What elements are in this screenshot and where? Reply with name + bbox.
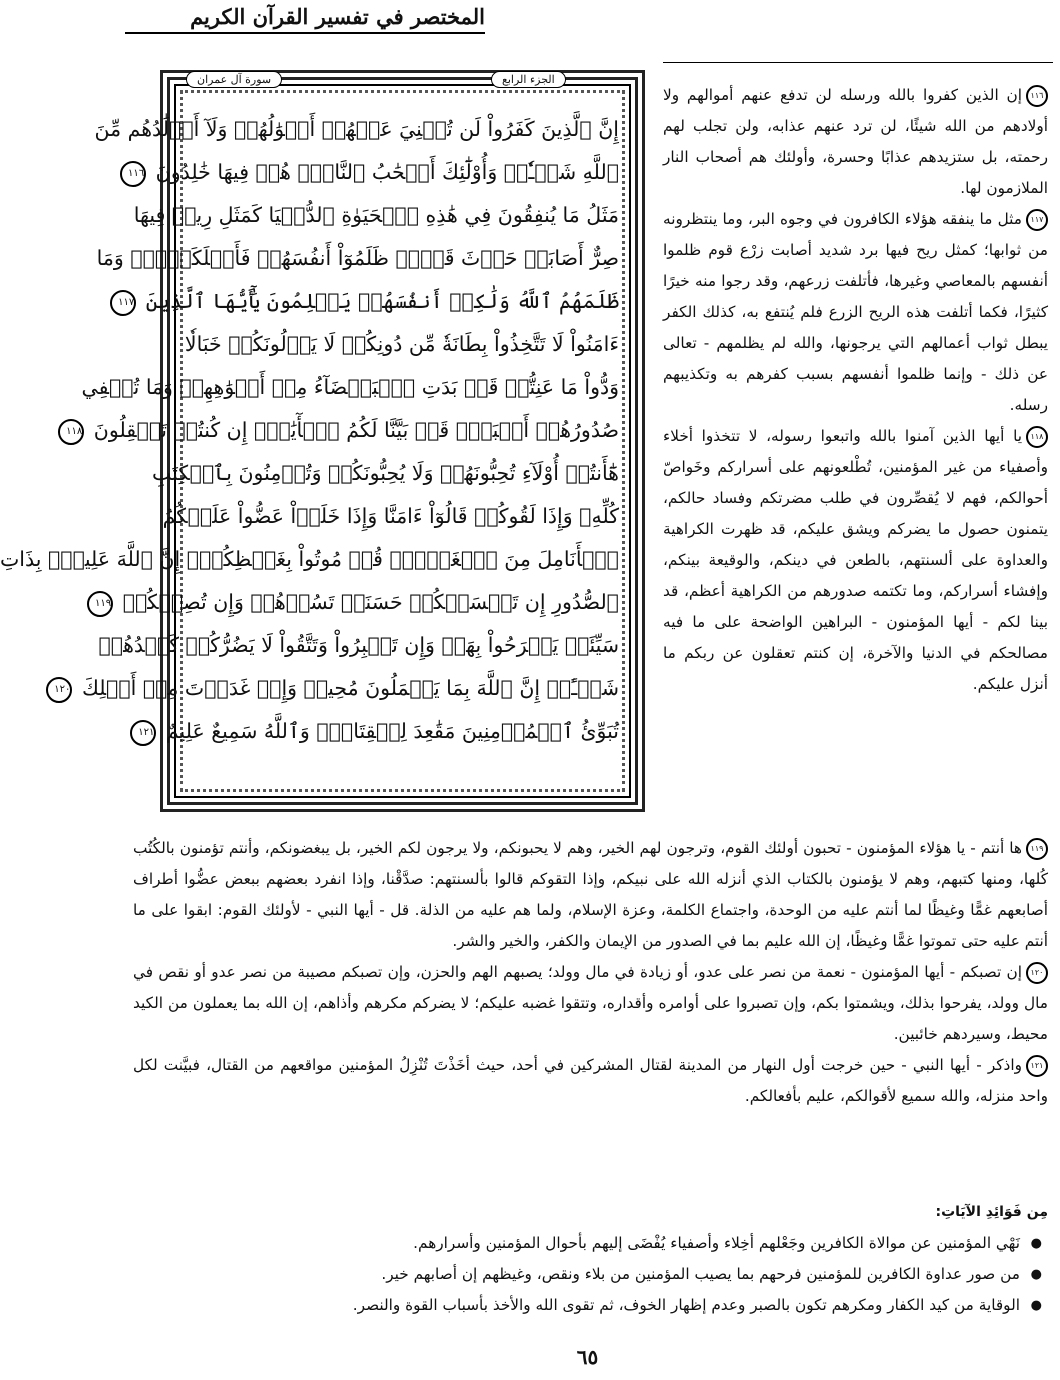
juz-label: الجزء الرابع: [491, 71, 566, 88]
quran-line: شَيۡـًٔاۗ إِنَّ ٱللَّهَ بِمَا يَعۡمَلُونَ مُحِيطٞ وَإِذۡ غَدَوۡتَ مِنۡ أَهۡلِكَ ١٢٠: [186, 667, 619, 710]
quran-line: سَيِّئَةٞ يَفۡرَحُواْ بِهَاۖ وَإِن تَصۡبِرُواْ وَتَتَّقُواْ لَا يَضُرُّكُمۡ كَيۡدُهُمۡ: [98, 633, 619, 657]
quran-frame: [0, 70, 645, 812]
tafsir-paragraph: ١١٦إن الذين كفروا بالله ورسله لن تدفع عنهم أموالهم ولا أولادهم من الله شيئًا، لن ترد عنهم عذابه، ولن تجلب لهم رحمته، بل ستزيدهم عذابًا وحسرة، وأولئك هم أصحاب النار الملازمون لها.: [663, 86, 1048, 197]
quran-line: ٱلۡأَنَامِلَ مِنَ ٱلۡغَيۡظِۚ قُلۡ مُوتُواْ بِغَيۡظِكُمۡۗ إِنَّ ٱللَّهَ عَلِيمُۢ بِذَاتِ: [0, 547, 619, 571]
quran-line: ٱللَّهِ شَيۡـٔٗاۖ وَأُوْلَٰٓئِكَ أَصۡحَٰبُ ٱلنَّارِۖ هُمۡ فِيهَا خَٰلِدُونَ ١١٦: [186, 151, 619, 194]
header-divider: [663, 62, 1053, 63]
quran-line: كُلِّهِۦ وَإِذَا لَقُوكُمۡ قَالُوٓاْ ءَامَنَّا وَإِذَا خَلَوۡاْ عَضُّواْ عَلَيۡكُمُ: [162, 504, 619, 528]
benefits-list: [133, 1228, 1048, 1321]
surah-label: سورة آل عمران: [186, 71, 282, 88]
ayah-number-marker: ١٢١: [130, 720, 156, 746]
quran-line: صُدُورُهُمۡ أَكۡبَرُۚ قَدۡ بَيَّنَّا لَكُمُ ٱلۡأٓيَٰتِۖ إِن كُنتُمۡ تَعۡقِلُونَ ١١٨: [186, 409, 619, 452]
quran-frame-inner: [0, 73, 631, 798]
verse-number-icon: ١٢٠: [1026, 962, 1048, 984]
quran-line: مَثَلُ مَا يُنفِقُونَ فِي هَٰذِهِ ٱلۡحَيَوٰةِ ٱلدُّنۡيَا كَمَثَلِ رِيحٖ فِيهَا: [133, 203, 619, 227]
benefit-item: ● من صور عداوة الكافرين للمؤمنين فرحهم بما يصيب المؤمنين من بلاء ونقص، وغيظهم إن أصابهم خير.: [133, 1259, 1020, 1290]
quran-line: ٱلصُّدُورِ إِن تَمۡسَسۡكُمۡ حَسَنَةٞ تَسُؤۡهُمۡ وَإِن تُصِبۡكُمۡ ١١٩: [186, 581, 619, 624]
quran-line: صِرٌّ أَصَابَتۡ حَرۡثَ قَوۡمٖ ظَلَمُوٓاْ أَنفُسَهُمۡ فَأَهۡلَكَتۡهُۚ وَمَا: [96, 246, 619, 270]
quran-line: وَدُّواْ مَا عَنِتُّمۡ قَدۡ بَدَتِ ٱلۡبَغۡضَآءُ مِنۡ أَفۡوَٰهِهِمۡ وَمَا تُخۡفِي: [81, 375, 619, 399]
quran-line: ءَامَنُواْ لَا تَتَّخِذُواْ بِطَانَةٗ مِّن دُونِكُمۡ لَا يَأۡلُونَكُمۡ خَبَالٗا: [184, 332, 619, 356]
verse-number-icon: ١١٧: [1026, 209, 1048, 231]
quran-line: ظَلَمَهُمُ ٱللَّهُ وَلَٰكِنۡ أَنفُسَهُمۡ يَظۡلِمُونَ يَٰٓأَيُّهَا ٱلَّذِينَ ١١٧: [186, 280, 619, 323]
ayah-number-marker: ١١٩: [87, 591, 113, 617]
benefit-item: ● الوقاية من كيد الكفار ومكرهم تكون بالصبر وعدم إظهار الخوف، ثم تقوى الله والأخذ بأسباب القوة والنصر.: [133, 1290, 1020, 1321]
verse-number-icon: ١١٩: [1026, 838, 1048, 860]
benefit-item: ● نَهْي المؤمنين عن موالاة الكافرين وجَعْلهم أخِلاء وأصفياء يُفْضَى إليهم بأحوال المؤمنين وأسرارهم.: [133, 1228, 1020, 1259]
tafsir-paragraph: ١١٨يا أيها الذين آمنوا بالله واتبعوا رسوله، لا تتخذوا أخلاء وأصفياء من غير المؤمنين، تُطْلعونهم على أسراركم وخَواصّ أحوالكم، فهم لا يُقصِّرون في طلب مضرتكم وفساد حالكم، يتمنون حصول ما يضركم ويشق عليكم، قد ظهرت الكراهية والعداوة على ألسنتهم، بالطعن في دينكم، والوقيعة بينكم، وإفشاء أسراركم، وما تكتمه صدورهم من الكراهية أعظم، قد بينا لكم - أيها المؤمنون - البراهين الواضحة على ما فيه مصالحكم في الدنيا والآخرة، إن كنتم تعقلون عن ربكم ما أنزل عليكم.: [663, 427, 1048, 693]
quran-line: هَٰٓأَنتُمۡ أُوْلَآءِ تُحِبُّونَهُمۡ وَلَا يُحِبُّونَكُمۡ وَتُؤۡمِنُونَ بِٱلۡكِتَٰبِ: [152, 461, 619, 485]
ayah-number-marker: ١١٧: [110, 290, 136, 316]
tafsir-paragraph: ١١٩ها أنتم - يا هؤلاء المؤمنون - تحبون أولئك القوم، وترجون لهم الخير، وهم لا يحبونكم، ولا يرجون لكم الخير، بل يبغضونكم، وأنتم تؤمنون بالكُتُب كُلها، ومنها كتبهم، وهم لا يؤمنون بالكتاب الذي أنزله الله على نبيكم، وإذا التقوكم قالوا بألسنتهم: صدَّقْنا، وإذا انفرد بعضهم ببعض عضُّوا أطراف أصابعهم غمًّا وغيظًا لما أنتم عليه من الوحدة، واجتماع الكلمة، وعزة الإسلام، ولما هم عليه من الذلة. قل - أيها النبي - لأولئك القوم: ابقوا على ما أنتم عليه حتى تموتوا غمًّا وغيظًا، إن الله عليم بما في الصدور من الإيمان والكفر، والخير والشر.: [133, 839, 1048, 950]
benefits-title: مِن فَوَائِدِ الآيَاتِ:: [935, 1204, 1048, 1220]
verse-number-icon: ١١٦: [1026, 85, 1048, 107]
verse-number-icon: ١١٨: [1026, 426, 1048, 448]
tafsir-paragraph: ١٢١واذكر - أيها النبي - حين خرجت أول النهار من المدينة لقتال المشركين في أحد، حيث أخَذْتَ تُنْزِلُ المؤمنين مواقعهم من القتال، فبيَّنت لكل واحد منزله، والله سميع لأقوالكم، عليم بأفعالكم.: [133, 1056, 1048, 1105]
ayah-number-marker: ١١٨: [58, 419, 84, 445]
verse-number-icon: ١٢١: [1026, 1055, 1048, 1077]
quran-text: [0, 108, 619, 753]
tafsir-column: [663, 80, 1048, 700]
page-header-title: المختصر في تفسير القرآن الكريم: [125, 4, 485, 34]
benefits-section: [133, 1197, 1048, 1321]
tafsir-full-width: [133, 833, 1048, 1112]
ayah-number-marker: ١٢٠: [46, 677, 72, 703]
tafsir-paragraph: ١١٧مثل ما ينفقه هؤلاء الكافرون في وجوه البر، وما ينتظرونه من ثوابها؛ كمثل ريح فيها برد شديد أصابت زرْع قوم ظلموا أنفسهم بالمعاصي وغيرها، فأتلفت زرعهم، وقد رجوا منه خيرًا كثيرًا، فكما أتلفت هذه الريح الزرع فلم يُنتفع به، كذلك الكفر يبطل ثواب أعمالهم التي يرجونها، والله لم يظلمهم - تعالى عن ذلك - وإنما ظلموا أنفسهم بسبب كفرهم به وتكذيبهم رسله.: [663, 210, 1048, 414]
ayah-number-marker: ١١٦: [120, 161, 146, 187]
quran-line: إِنَّ ٱلَّذِينَ كَفَرُواْ لَن تُغۡنِيَ عَنۡهُمۡ أَمۡوَٰلُهُمۡ وَلَآ أَوۡلَٰدُهُم مِّنَ: [94, 117, 619, 141]
tafsir-paragraph: ١٢٠إن تصبكم - أيها المؤمنون - نعمة من نصر على عدو، أو زيادة في مال وولد؛ يصبهم الهم والحزن، وإن تصبكم مصيبة من نصر عدو أو نقص في مال وولد، يفرحوا بذلك، ويشمتوا بكم، وإن تصبروا على أوامره وأقداره، وتتقوا غضبه عليكم؛ لا يضركم مكرهم وأذاهم، إن الله بما يعملون من الكيد محيط، وسيردهم خائبين.: [133, 963, 1048, 1043]
quran-line: تُبَوِّئُ ٱلۡمُؤۡمِنِينَ مَقَٰعِدَ لِلۡقِتَالِۗ وَٱللَّهُ سَمِيعٌ عَلِيمٌ ١٢١: [186, 710, 619, 753]
page-number: ٦٥: [576, 1345, 599, 1369]
